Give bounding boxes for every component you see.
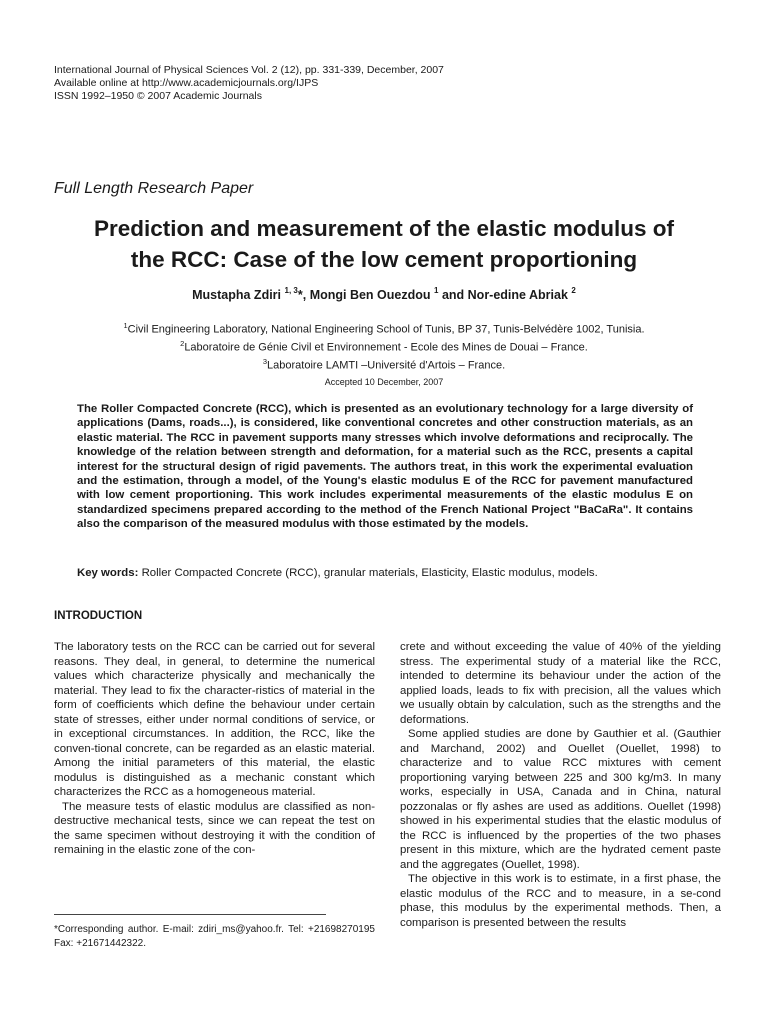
abstract: The Roller Compacted Concrete (RCC), which is presented as an evolutionary technology for a large diversity of applications (Dams, roads...), is considered, like conventional concretes and other construction materials, as an elastic material. The RCC in pavement supports many stresses which involve deformations and reciprocally. The knowledge of the relation between strength and deformation, for a material such as the RCC, presents a capital interest for the structural design of rigid pavements. The authors treat, in this work the experimental evaluation and the estimation, through a model, of the Young's elastic modulus E of the RCC for pavement manufactured with low cement proportioning. This work includes experimental measurements of the elastic modulus E on standardized specimens prepared according to the method of the French National Project "BaCaRa". It contains also the comparison of the measured modulus with those estimated by the models. xyxy=(77,403,693,531)
affiliation-text: Laboratoire LAMTI –Université d'Artois – France. xyxy=(267,359,506,372)
corresponding-author-footnote: *Corresponding author. E-mail: zdiri_ms@yahoo.fr. Tel: +21698270195 Fax: +21671442322. xyxy=(54,924,375,949)
author-name: Mongi Ben Ouezdou xyxy=(309,288,431,303)
journal-header xyxy=(54,64,444,103)
author-conjunction: and xyxy=(441,288,465,303)
author-affil-marker: 1, 3 xyxy=(284,286,298,295)
author-affil-marker: 1 xyxy=(434,286,439,295)
body-column-left xyxy=(54,640,375,858)
author-list xyxy=(40,287,728,302)
section-heading-introduction: INTRODUCTION xyxy=(54,610,143,622)
paragraph: The measure tests of elastic modulus are classified as non-destructive mechanical tests, since we can repeat the test on the same specimen without destroying it with the condition of remaining in the elastic zone of the con- xyxy=(54,800,375,856)
journal-citation: International Journal of Physical Sciences Vol. 2 (12), pp. 331-339, December, 2007 xyxy=(54,64,444,76)
affiliation-marker: 3 xyxy=(262,357,268,367)
accepted-date: Accepted 10 December, 2007 xyxy=(324,377,444,387)
paragraph: crete and without exceeding the value of 40% of the yielding stress. The experimental study of a material like the RCC, intended to determine its behaviour under the action of the applied loads, leads to fix with precision, all the values which we usually obtain by calculation, such as the strengths and the deformations. xyxy=(400,641,721,726)
title-line-2: the RCC: Case of the low cement proportioning xyxy=(130,247,638,272)
affiliation xyxy=(40,355,728,373)
paragraph: Some applied studies are done by Gauthier et al. (Gauthier and Marchand, 2002) and Ouellet (Ouellet, 1998) to characterize and to value RCC mixtures with cement proportioning varying between 225 and 300 kg/m3. In many works, especially in USA, Canada and in China, natural pozzonalas or fly ashes are used as additions. Ouellet (1998) showed in his experimental studies that the elastic modulus of the RCC is influenced by the properties of the two phases present in this mixture, which are the hydrated cement paste and the aggregates (Ouellet, 1998). xyxy=(400,728,721,871)
affiliation xyxy=(40,337,728,355)
affiliation-text: Civil Engineering Laboratory, National Engineering School of Tunis, BP 37, Tunis-Belvédère 1002, Tunisia. xyxy=(127,323,645,336)
corresponding-marker: *, xyxy=(297,288,307,303)
paragraph: The laboratory tests on the RCC can be carried out for several reasons. They deal, in general, to determine the numerical values which characterize physically and mechanically the material. They lead to fix the character-ristics of material in the form of coefficients which define the behaviour under certain state of stresses, either under normal conditions of service, or in exceptional circumstances. In addition, the RCC, like the conven-tional concrete, can be regarded as an elastic material. Among the initial parameters of this material, the elastic modulus is distinguished as a mechanic constant which characterizes the RCC as a homogeneous material. xyxy=(54,641,375,798)
affiliation-marker: 2 xyxy=(180,339,185,349)
paragraph: The objective in this work is to estimate, in a first phase, the elastic modulus of the RCC and to measure, in a se-cond phase, this modulus by the experimental methods. Then, a comparison is presented between the results xyxy=(400,873,721,929)
affiliation-marker: 1 xyxy=(123,321,128,330)
paper-title xyxy=(40,213,728,275)
affiliation-text: Laboratoire de Génie Civil et Environnement - Ecole des Mines de Douai – France. xyxy=(184,341,588,354)
footnote-divider xyxy=(54,914,326,915)
keywords xyxy=(77,566,697,580)
journal-online-url[interactable]: Available online at http://www.academicjournals.org/IJPS xyxy=(54,77,319,89)
author-name: Mustapha Zdiri xyxy=(192,288,282,303)
paper-type: Full Length Research Paper xyxy=(54,180,254,197)
affiliation xyxy=(40,319,728,337)
title-line-1: Prediction and measurement of the elastic modulus of xyxy=(93,216,675,241)
keywords-text: Roller Compacted Concrete (RCC), granular materials, Elasticity, Elastic modulus, models. xyxy=(141,567,598,579)
author-name: Nor-edine Abriak xyxy=(467,288,568,303)
body-column-right xyxy=(400,640,721,930)
journal-issn: ISSN 1992–1950 © 2007 Academic Journals xyxy=(54,90,262,102)
keywords-label: Key words: xyxy=(77,567,139,579)
affiliation-list xyxy=(40,319,728,373)
author-affil-marker: 2 xyxy=(571,286,576,295)
